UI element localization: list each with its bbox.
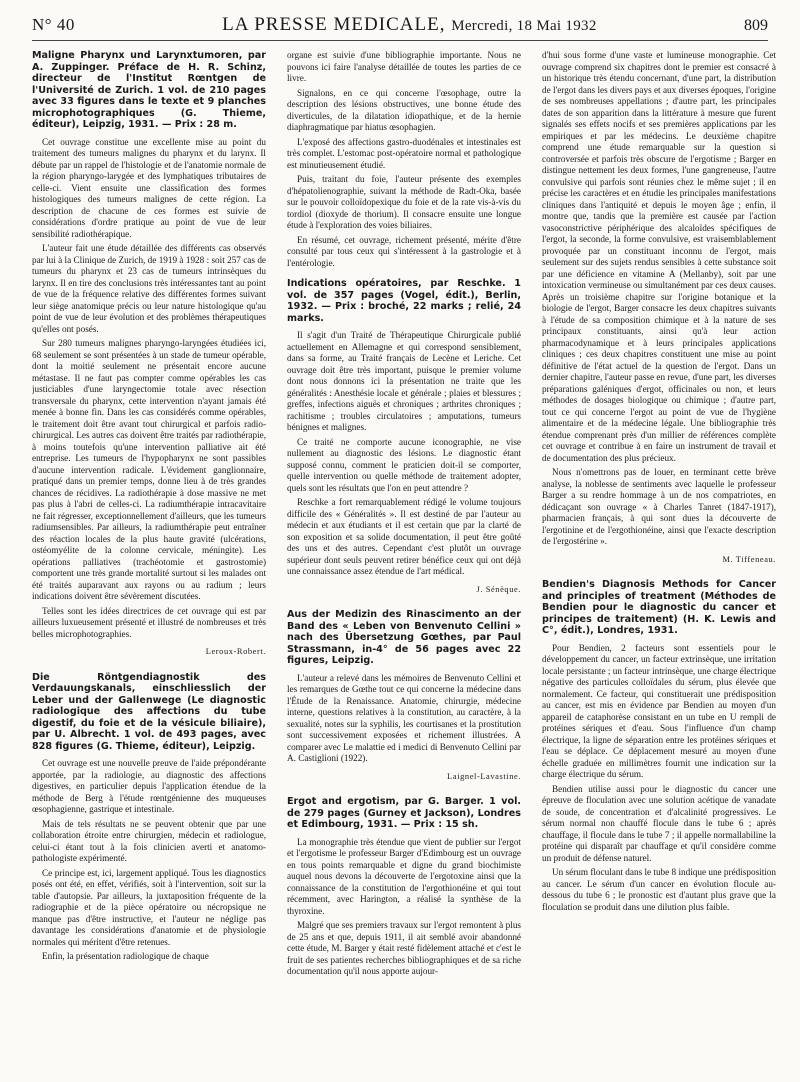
review-heading: Aus der Medizin des Rinascimento an der Band des « Leben von Benvenuto Cellini » nach des Übersetzung Gœthes, par Paul Strassmann, in-4° de 56 pages avec 22 figures, Leipzig. [287,609,521,666]
issue-date: Mercredi, 18 Mai 1932 [451,18,597,34]
paragraph: Pour Bendien, 2 facteurs sont essentiels pour le développement du cancer, un facteur extrinsèque, une irritation locale persistante ; un facteur intrinsèque, une charge électrique négative des particules colloïdales du sérum, plus élevée que normalement. Ce facteur, qui constituerait une prédisposition au cancer, est mis en évidence par Bendien au moyen d'un appareil de cataphorèse consistant en un tube en U rempli de protéines sériques et d'eau. Sous l'influence d'un champ électrique, la ligne de séparation entre les protéines sériques et l'eau se déplace. Ce déplacement mesuré au moyen d'une échelle graduée en millimètres fournit une indication sur la charge électrique du sérum. [542,642,776,779]
article-columns [32,50,776,1076]
paragraph: Puis, traitant du foie, l'auteur présente des exemples d'hépatolienographie, suivant la méthode de Radt-Oka, basée sur le pouvoir colloïdopexique du foie et de la rate vis-à-vis du tordiol (dioxyde de thorium). Il consacre ensuite une longue étude à l'exploration des voies biliaires. [287,174,521,230]
reviewer-signature: M. Tiffeneau. [722,554,776,564]
review-heading: Maligne Pharynx und Larynxtumoren, par A. Zuppinger. Préface de H. R. Schinz, directeur de l'Institut Rœntgen de l'Université de Zurich. 1 vol. de 210 pages avec 33 figures dans le texte et 9 planches microphotographiques (G. Thieme, éditeur), Leipzig, 1931. — Prix : 28 m. [32,50,266,130]
paragraph: En résumé, cet ouvrage, richement présenté, mérite d'être consulté par tous ceux qui s'intéressent à la gastrologie et à l'entérologie. [287,234,521,268]
page-number: 809 [743,17,768,34]
paragraph: Il s'agit d'un Traité de Thérapeutique Chirurgicale publié actuellement en Allemagne et qui correspond sensiblement, dans sa forme, au Traité français de Lecène et Leriche. Cet ouvrage doit être très important, puisque le premier volume dont nous donnons ici la présentation ne traite que les généralités : Anesthésie locale et générale ; plaies et blessures ; greffes, infections aiguës et chroniques ; arthrites chroniques ; rachitisme ; troubles circulatoires ; amputations, tumeurs bénignes et malignes. [287,330,521,432]
paragraph: Signalons, en ce qui concerne l'œsophage, outre la description des lésions obstructives, une bonne étude des diverticules, de la dilatation idiopathique, et de la hernie diaphragmatique par hiatus œsophagien. [287,87,521,132]
paragraph: Un sérum floculant dans le tube 8 indique une prédisposition au cancer. Le sérum d'un cancer en évolution flocule au-dessous du tube 6 ; le pronostic est d'autant plus grave que la floculation se produit dans une dilution plus faible. [542,867,776,912]
column-left [32,50,266,1076]
paragraph: Ce traité ne comporte aucune iconographie, ne vise nullement au diagnostic des lésions. Le diagnostic étant supposé connu, comment le praticien doit-il se comporter, quelle intervention ou quelle méthode de traitement adopter, quels sont les résultats que l'on en peut attendre ? [287,436,521,493]
review-heading: Bendien's Diagnosis Methods for Cancer and principles of treatment (Méthodes de Bendien pour le diagnostic du cancer et principes de traitement) (H. K. Lewis and C°, édit.), Londres, 1931. [542,579,776,636]
paragraph: Cet ouvrage constitue une excellente mise au point du traitement des tumeurs malignes du pharynx et du larynx. Il débute par un rappel de l'histologie et de l'anatomie normale de la région pharyngo-larygée et des lymphatiques tributaires de celle-ci. Vient ensuite une classification des formes histologiques des tumeurs malignes de cette région. La description de chacune de ces formes est suivie de considérations d'ordre pratique au point de vue de leur sensibilité radiothérapique. [32,136,266,239]
page-header [32,14,768,41]
column-middle [287,50,521,1076]
column-right [542,50,776,1076]
reviewer-signature: J. Sénèque. [476,584,521,594]
paragraph: L'auteur fait une étude détaillée des différents cas observés par lui à la Clinique de Zurich, de 1919 à 1928 : soit 257 cas de tumeurs du pharynx et 23 cas de tumeurs intrinsèques du larynx. Il en tire des conclusions très intéressantes tant au point de vue de la fréquence relative des différentes formes suivant leur siège anatomique précis ou leur nature histologique qu'au point de vue de leur évolution et des problèmes thérapeutiques qu'elles ont posés. [32,243,266,334]
paragraph: Telles sont les idées directrices de cet ouvrage qui est par ailleurs luxueusement présenté et illustré de nombreuses et très belles microphotographies. [32,605,266,639]
paragraph: Malgré que ses premiers travaux sur l'ergot remontent à plus de 25 ans et que, depuis 1911, il ait semblé avoir abandonné cette étude, M. Barger y était resté fidèlement attaché et c'est le fruit de ses patientes recherches bibliographiques et de sa riche documentation qu'il nous apporte aujour- [287,920,521,976]
paragraph: Sur 280 tumeurs malignes pharyngo-laryngées étudiées ici, 68 seulement se sont présentées à un stade de tumeur opérable, dont la moitié seulement ne présentait encore aucune métastase. Il ne faut pas compter comme opérables les cas justiciables d'une laryngectomie totale avec résection transversale du pharynx, cette intervention n'ayant jamais été menée à bonne fin. Dans les cas considérés comme opérables, le traitement doit être avant tout chirurgical et parfois radio-chirurgical. Les autres cas doivent être traités par radiothérapie, à moins toutefois qu'une intervention palliative ait été entreprise. Les tumeurs de l'hypopharynx ne sont passibles d'aucune intervention radicale. L'évidement ganglionnaire, pratiqué dans un premier temps, donne lieu à de très grandes chances de récidives. La radiothérapie à dose massive ne met pas plus à l'abri de celles-ci. La radiumthérapie intracavitaire ne fait régresser, exceptionnellement d'ailleurs, que les tumeurs radiumsensibles. Par ailleurs, la radiumthérapie peut entraîner des réaction locales de la plus haute gravité (ulcérations, ostéomyélite de la colonne cervicale, méningite). Les opérations palliatives (trachéotomie et gastrostomie) comportent une très grande mortalité surtout si les malades ont été traités auparavant aux rayons ou au radium ; leurs indications doivent être sévèrement discutées. [32,338,266,601]
journal-title [222,14,596,36]
review-heading: Die Röntgendiagnostik des Verdauungskanals, einschliesslich der Leber und der Gallenwege (Le diagnostic radiologique des affections du tube digestif, du foie et de la vésicule biliaire), par U. Albrecht. 1 vol. de 493 pages, avec 828 figures (G. Thieme, éditeur), Leipzig. [32,671,266,752]
review-heading: Indications opératoires, par Reschke. 1 vol. de 357 pages (Vogel, édit.), Berlin, 1932. — Prix : broché, 22 marks ; relié, 24 marks. [287,278,521,324]
paragraph: Reschke a fort remarquablement rédigé le volume toujours difficile des « Généralités ». Il est destiné de par l'auteur au médecin et aux étudiants et il est certain que par la clarté de son exposition et sa solide documentation, il peut être goûté des uns et des autres. Cependant c'est plutôt un ouvrage supérieur dont seuls peuvent retirer bénéfice ceux qui ont déjà une connaissance assez étendue de l'art médical. [287,497,521,576]
paragraph: Bendien utilise aussi pour le diagnostic du cancer une épreuve de floculation avec une solution acétique de vanadate de soude, de concentration et d'alcalinité progressives. Le sérum normal non chauffé flocule dans le tube 6 ; après chauffage, il flocule dans le tube 7 ; il appelle normallabiline la protéine qui disparaît par chauffage et qu'il considère comme un produit de défense naturel. [542,783,776,863]
journal-name: LA PRESSE MEDICALE, [222,14,446,35]
paragraph: Cet ouvrage est une nouvelle preuve de l'aide prépondérante apportée, par la radiologie, au diagnostic des affections digestives, en particulier depuis l'application étendue de la méthode de Berg à l'étude rœntgénienne des muqueuses œsophagienne, gastrique et intestinale. [32,758,266,814]
paragraph: L'auteur a relevé dans les mémoires de Benvenuto Cellini et les remarques de Gœthe tout ce qui concerne la médecine dans l'Étude de la Renaissance. Anatomie, chirurgie, médecine interne, questions relatives à la constitution, au caractère, à la sexualité, notes sur la syphilis, les courtisanes et la prostitution sont successivement exposées et richement illustrées. A comparer avec Le malattie ed i medici di Benvenuto Cellini par A. Castiglioni (1922). [287,672,521,763]
paragraph: d'hui sous forme d'une vaste et lumineuse monographie. Cet ouvrage comprend six chapitres dont le premier est consacré à un historique très étendu concernant, d'une part, la distribution de l'ergot dans les divers pays et aux diverses époques, l'origine de ses nombreuses appellations ; d'autre part, les principales dates de son apparition dans la littérature à mesure que furent signalés ses effets nocifs et ses premières applications par les empiriques et par les médecins. Le deuxième chapitre comprend une étude remarquable sur la question si controversée et parfois très obscure de l'ergotisme ; Barger en distingue nettement les deux formes, l'une gangreneuse, l'autre convulsive qui parfois sont réunies chez le même sujet ; il en précise les caractères et en étudie les principales manifestations cliniques dans l'antiquité et depuis le moyen âge ; enfin, il montre que, tandis que la première est causée par l'action vasoconstrictive périphérique des alcaloïdes spécifiques de l'ergot, la seconde, la forme convulsive, est vraisemblablement provoquée par un constituant inconnu de l'ergot, mais seulement sur des sujets rendus sensibles à cette substance soit par une déficience en vitamine A (Mellanby), soit par une intoxication vermineuse ou simultanément par ces deux causes. Après un troisième chapitre sur l'origine botanique et la biologie de l'ergot, Barger consacre les deux chapitres suivants à l'étude de sa composition chimique et à la nature de ses principaux constituants, ainsi qu'à leur action pharmacodynamique et à leurs principales applications cliniques ; ces deux chapitres constituent une mise au point définitive de l'état actuel de la question de l'ergot. Dans un dernier chapitre, l'auteur passe en revue, d'une part, les diverses préparations galéniques d'ergot, officinales ou non, et leurs méthodes de dosages biologique ou chimique ; d'autre part, tout ce qui concerne l'ergot au point de vue de l'hygiène alimentaire et de la médecine légale. Une bibliographie très étendue comprenant près d'un millier de références complète cet ouvrage et contribue à en faire un instrument de travail et de documentation des plus précieux. [542,50,776,463]
paragraph: L'exposé des affections gastro-duodénales et intestinales est très complet. L'estomac post-opératoire normal et pathologique est minutieusement étudié. [287,136,521,170]
paragraph: Nous n'omettrons pas de louer, en terminant cette brève analyse, la noblesse de sentiments avec laquelle le professeur Barger a su rendre hommage à un de nos compatriotes, en dédicaçant son ouvrage « à Charles Tanret (1847-1917), pharmacien français, à qui sont dues la découverte de l'ergotinine et de l'ergothionéine, ainsi que l'exacte description de l'ergostérine ». [542,467,776,546]
reviewer-signature: Leroux-Robert. [205,647,266,656]
issue-number: N° 40 [32,15,75,34]
reviewer-signature: Laignel-Lavastine. [447,771,521,781]
paragraph: La monographie très étendue que vient de publier sur l'ergot et l'ergotisme le professeur Barger d'Edimbourg est un ouvrage en tous points remarquable et digne du grand biochimiste auquel nous devons la découverte de l'ergotoxine ainsi que la connaissance de la constitution de l'ergothionéine et qui tout récemment, avec Harington, a réalisé la synthèse de la thyroxine. [287,836,521,916]
paragraph: Mais de tels résultats ne se peuvent obtenir que par une collaboration étroite entre chirurgien, médecin et radiologue, celui-ci étant tout à la fois clinicien averti et anatomo-pathologiste expérimenté. [32,818,266,863]
paragraph: Enfin, la présentation radiologique de chaque [42,951,209,961]
paragraph: organe est suivie d'une bibliographie importante. Nous ne pouvons ici faire l'analyse détaillée de toutes les parties de ce livre. [287,50,521,83]
paragraph: Ce principe est, ici, largement appliqué. Tous les diagnostics posés ont été, en effet, vérifiés, soit à l'intervention, soit sur la table d'autopsie. Par ailleurs, la juxtaposition fréquente de la radiographie et de la pièce opératoire ou nécropsique ne manque pas d'être instructive, et l'auteur ne néglige pas davantage les considérations d'anatomie et de physiologie normales qui méritent d'être retenues. [32,867,266,947]
review-heading: Ergot and ergotism, par G. Barger. 1 vol. de 279 pages (Gurney et Jackson), Londres et Edimbourg, 1931. — Prix : 15 sh. [287,796,521,830]
